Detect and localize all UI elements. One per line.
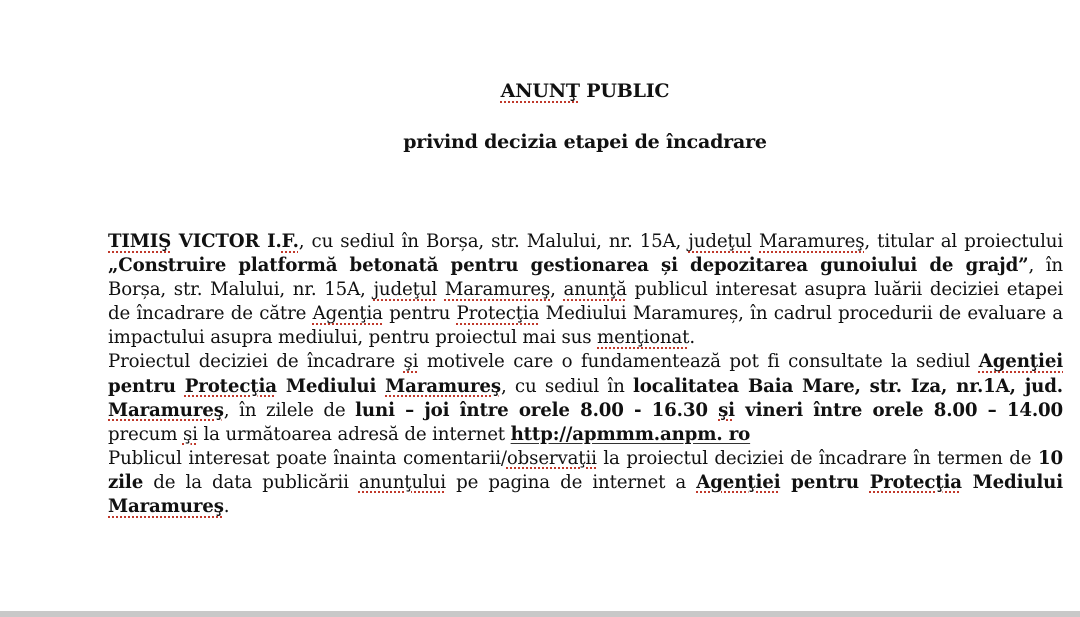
website-link[interactable]: http://apmmm.anpm. ro — [510, 423, 751, 445]
opening-hours: vineri între orele 8.00 – 14.00 — [734, 399, 1064, 421]
project-name: „Construire platformă betonată pentru gestionarea și depozitarea gunoiului de grajd” — [108, 255, 1029, 277]
company-name-part: F. — [281, 231, 299, 252]
paragraph-announcement: TIMIŞ VICTOR I.F., cu sediul în Borșa, str. Malului, nr. 15A, judeţul Maramureş, titular al proiectului „Construire platformă betonată pentru gestionarea și depozitarea gunoiului de grajd”, în Borșa, str. Malului, nr. 15A, judeţul Maramureş, anunţă publicul interesat asupra luării deciziei etapei de încadrare de către Agenţia pentru Protecţia Mediului Maramureș, în cadrul procedurii de evaluare a impactului asupra mediului, pentru proiectul mai sus menţionat. — [108, 231, 1064, 349]
company-name-part: VICTOR I. — [171, 231, 282, 252]
company-name-part: TIMIŞ — [108, 231, 172, 252]
opening-hours: luni – joi între orele 8.00 - 16.30 — [355, 399, 719, 421]
page-subtitle: privind decizia etapei de încadrare — [403, 131, 767, 153]
spellcheck-word: ANUNŢ — [500, 80, 580, 102]
deadline: 10 zile — [108, 447, 1063, 493]
document-body — [108, 230, 1063, 519]
page-title: ANUNŢ PUBLIC — [500, 80, 670, 102]
page-bottom-bar — [0, 611, 1080, 617]
paragraph-comments: Publicul interesat poate înainta comentarii/observaţii la proiectul deciziei de încadrare în termen de 10 zile de la data publicării anunţului pe pagina de internet a Agenţiei pentru Protecţia Mediului Maramureş. — [108, 447, 1063, 518]
address: localitatea Baia Mare, str. Iza, nr.1A, jud. — [633, 375, 1063, 397]
paragraph-consultation: Proiectul deciziei de încadrare şi motivele care o fundamentează pot fi consultate la sediul Agenţiei pentru Protecţia Mediului Maramureş, cu sediul în localitatea Baia Mare, str. Iza, nr.1A, jud. Maramureş, în zilele de luni – joi între orele 8.00 - 16.30 şi vineri între orele 8.00 – 14.00 precum şi la următoarea adresă de internet http://apmmm.anpm. ro — [108, 351, 1064, 445]
